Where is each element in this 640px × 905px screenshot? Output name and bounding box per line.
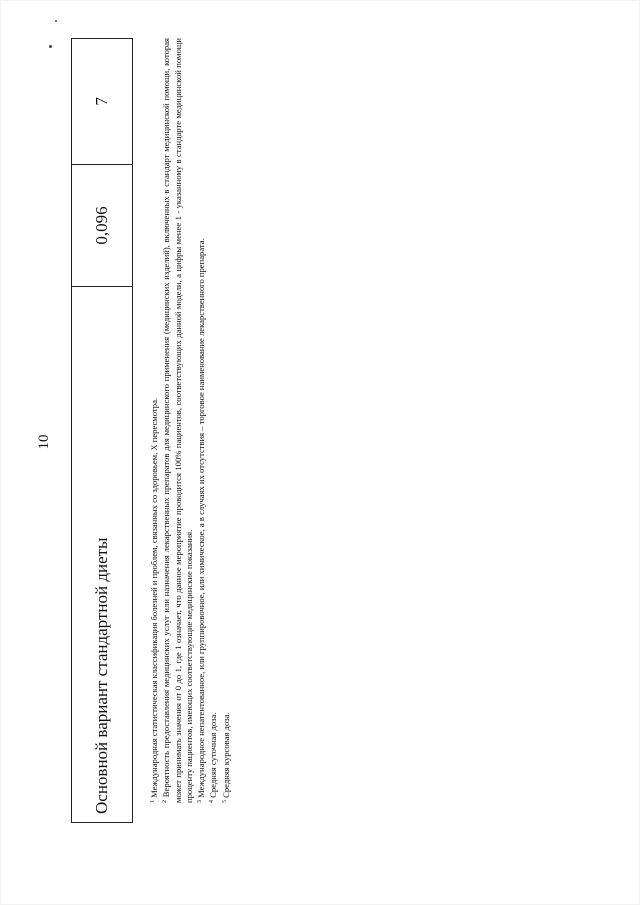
footnote-4: $^4$ Средняя суточная доза. — [208, 712, 219, 803]
diet-table — [71, 38, 133, 823]
footnote-2: $^2$ Вероятность предоставления медицинских услуг или назначения лекарственных препаратов для медицинского применения (медицинских изделий), включенных в стандарт медицинской помощи, которая может принимать значения от 0 до 1, где 1 означает, что данное мероприятие проводится 100% пациентов, соответствующих данной модели, а цифры менее 1 - указанному в стандарте медицинской помощи проценту пациентов, имеющих соответствующие медицинские показания. — [161, 38, 194, 803]
scan-speck — [49, 45, 52, 48]
probability-cell: 0,096 — [72, 164, 132, 287]
diet-name-cell: Основной вариант стандартной диеты — [72, 286, 132, 822]
footnotes — [148, 38, 243, 823]
scan-speck — [55, 20, 57, 22]
footnote-5: $^5$ Средняя курсовая доза. — [220, 712, 231, 803]
footnote-1: $^1$ Международная статистическая классификация болезней и проблем, связанных со здоровьем, X пересмотра. — [149, 397, 159, 803]
page-number: 10 — [36, 434, 52, 450]
amount-cell: 7 — [92, 97, 111, 106]
footnote-3: $^3$ Международное непатентованное, или группировочное, или химическое, а в случаях их отсутствия – торговое наименование лекарственного препарата. — [196, 238, 207, 803]
table-row — [71, 38, 133, 823]
